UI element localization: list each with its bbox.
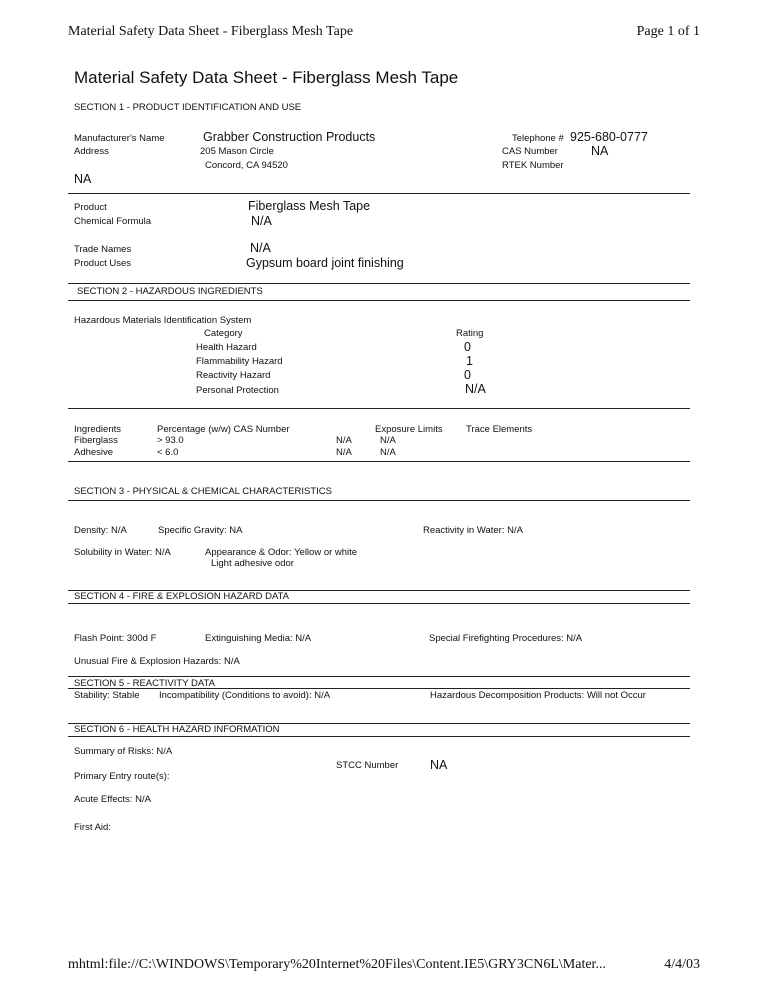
address-line1: 205 Mason Circle: [200, 146, 274, 157]
hazard-rating: N/A: [465, 382, 486, 396]
ingredient-cas: N/A: [336, 435, 352, 446]
divider: [68, 603, 690, 604]
reactivity-in-water: Reactivity in Water: N/A: [423, 525, 523, 536]
extinguishing-media: Extinguishing Media: N/A: [205, 633, 312, 644]
hazard-category: Flammability Hazard: [196, 356, 283, 367]
divider: [68, 408, 690, 409]
stability: Stability: Stable: [74, 690, 140, 701]
ingredients-header: Ingredients: [74, 424, 122, 435]
section6-heading: SECTION 6 - HEALTH HAZARD INFORMATION: [74, 724, 280, 735]
divider: [68, 461, 690, 462]
ingredient-cas: N/A: [336, 447, 352, 458]
section1-heading: SECTION 1 - PRODUCT IDENTIFICATION AND USE: [74, 102, 302, 113]
hazard-rating: 0: [464, 368, 471, 382]
address-line2: Concord, CA 94520: [205, 160, 288, 171]
print-header-title: Material Safety Data Sheet - Fiberglass Mesh Tape: [68, 24, 354, 39]
section4-heading: SECTION 4 - FIRE & EXPLOSION HAZARD DATA: [74, 591, 290, 602]
print-footer-url: mhtml:file://C:\WINDOWS\Temporary%20Internet%20Files\Content.IE5\GRY3CN6L\Mater...: [68, 957, 606, 972]
document-title: Material Safety Data Sheet - Fiberglass Mesh Tape: [74, 68, 459, 87]
primary-entry-routes: Primary Entry route(s):: [74, 771, 170, 782]
rtek-value: NA: [74, 172, 92, 186]
divider: [68, 500, 690, 501]
address-label: Address: [74, 146, 109, 157]
stcc-value: NA: [430, 758, 448, 772]
ingredient-exposure: N/A: [380, 435, 396, 446]
hazard-category: Personal Protection: [196, 385, 279, 396]
specific-gravity: Specific Gravity: NA: [158, 525, 243, 536]
cas-label: CAS Number: [502, 146, 558, 157]
trade-names-value: N/A: [250, 241, 271, 255]
hazard-rating: 0: [464, 340, 471, 354]
section3-heading: SECTION 3 - PHYSICAL & CHEMICAL CHARACTERISTICS: [74, 486, 332, 497]
divider: [68, 688, 690, 689]
rating-header: Rating: [456, 328, 484, 339]
decomposition-products: Hazardous Decomposition Products: Will not Occur: [430, 690, 646, 701]
density: Density: N/A: [74, 525, 127, 536]
cas-value: NA: [591, 144, 609, 158]
hmis-title: Hazardous Materials Identification System: [74, 315, 252, 326]
summary-of-risks: Summary of Risks: N/A: [74, 746, 173, 757]
divider: [68, 736, 690, 737]
divider: [68, 193, 690, 194]
exposure-header: Exposure Limits: [375, 424, 443, 435]
percentage-cas-header: Percentage (w/w) CAS Number: [157, 424, 290, 435]
print-footer-date: 4/4/03: [664, 957, 700, 972]
unusual-hazards: Unusual Fire & Explosion Hazards: N/A: [74, 656, 240, 667]
category-header: Category: [204, 328, 243, 339]
trade-names-label: Trade Names: [74, 244, 132, 255]
ingredient-percentage: < 6.0: [157, 447, 179, 458]
section5-heading: SECTION 5 - REACTIVITY DATA: [74, 678, 215, 689]
divider: [68, 676, 690, 677]
manufacturer-label: Manufacturer's Name: [74, 133, 165, 144]
flash-point: Flash Point: 300d F: [74, 633, 157, 644]
telephone-label: Telephone #: [512, 133, 564, 144]
special-firefighting-procedures: Special Firefighting Procedures: N/A: [429, 633, 583, 644]
manufacturer-value: Grabber Construction Products: [203, 130, 376, 144]
trace-header: Trace Elements: [466, 424, 533, 435]
appearance-odor-continued: Light adhesive odor: [211, 558, 294, 569]
rtek-label: RTEK Number: [502, 160, 564, 171]
ingredient-name: Fiberglass: [74, 435, 118, 446]
hazard-category: Health Hazard: [196, 342, 257, 353]
stcc-label: STCC Number: [336, 760, 399, 771]
divider: [68, 300, 690, 301]
incompatibility: Incompatibility (Conditions to avoid): N/A: [159, 690, 331, 701]
hazard-rating: 1: [466, 354, 473, 368]
acute-effects: Acute Effects: N/A: [74, 794, 151, 805]
ingredient-percentage: > 93.0: [157, 435, 184, 446]
ingredient-name: Adhesive: [74, 447, 114, 458]
product-uses-label: Product Uses: [74, 258, 132, 269]
first-aid: First Aid:: [74, 822, 111, 833]
section2-heading: SECTION 2 - HAZARDOUS INGREDIENTS: [77, 286, 263, 297]
product-label: Product: [74, 202, 107, 213]
ingredient-exposure: N/A: [380, 447, 396, 458]
product-uses-value: Gypsum board joint finishing: [246, 256, 404, 270]
product-value: Fiberglass Mesh Tape: [248, 199, 371, 213]
solubility-in-water: Solubility in Water: N/A: [74, 547, 171, 558]
page-indicator: Page 1 of 1: [636, 24, 700, 39]
formula-label: Chemical Formula: [74, 216, 152, 227]
appearance-odor: Appearance & Odor: Yellow or white: [205, 547, 358, 558]
telephone-value: 925-680-0777: [570, 130, 648, 144]
divider: [68, 283, 690, 284]
hazard-category: Reactivity Hazard: [196, 370, 271, 381]
formula-value: N/A: [251, 214, 272, 228]
